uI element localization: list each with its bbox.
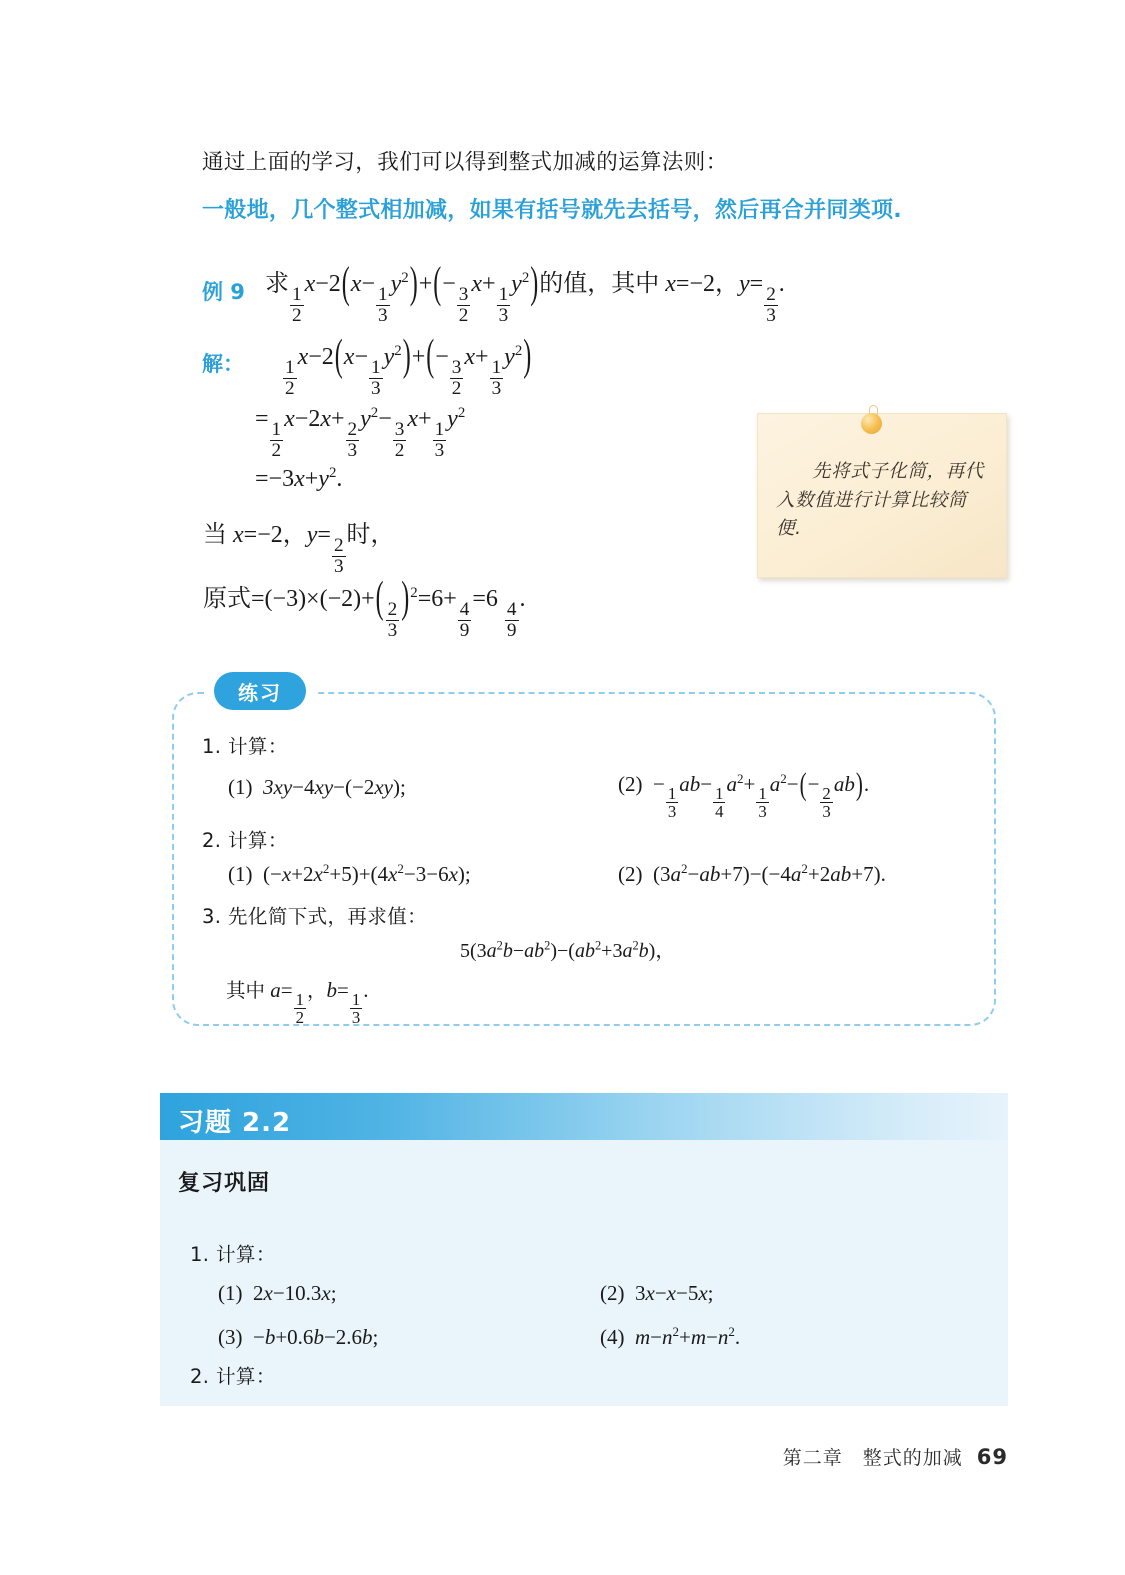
xiti-subtitle: 复习巩固 <box>178 1171 271 1196</box>
xiti-item-2-text: 计算： <box>216 1365 276 1388</box>
practice-item-2-number: 2. <box>202 829 222 852</box>
practice-tag: 练习 <box>214 672 306 710</box>
xiti-1-sub-3: (3) −b+0.6b−2.6b; <box>218 1325 379 1349</box>
practice-item-3-text: 先化简下式，再求值： <box>228 905 428 928</box>
xiti-1-sub-2: (2) 3x−x−5x; <box>600 1281 714 1305</box>
xiti-item-1-text: 计算： <box>216 1243 276 1266</box>
practice-item-1-text: 计算： <box>228 735 288 758</box>
practice-1-sub-1: (1) 3xy−4xy−(−2xy); <box>228 775 406 799</box>
practice-2-sub-1: (1) $(-x+2x^2+5)+(4x^2-3-6x)$; <box>228 861 471 886</box>
practice-item-1-number: 1. <box>202 735 222 758</box>
xiti-section <box>160 1093 1008 1406</box>
solution-line-1: $\frac{1}{2}$ x−2(x− $\frac{1}{3}$ $y^2)+(-$ $\frac{3}{2}$ x+ $\frac{1}{3}$ $y^2$) <box>285 332 532 399</box>
xiti-item-1-prompt <box>190 1239 276 1267</box>
sticky-note <box>757 413 1007 578</box>
example-statement: 求 $\frac{1}{2}$ x−2(x− $\frac{1}{3}$ $y^2)+(-$ $\frac{3}{2}$ x+ $\frac{1}{3}$ $y^2$)的值，其中 x=−2，y= $\frac{2}{3}$ . <box>265 259 785 326</box>
practice-1-sub-2: (2) − $\frac{1}{3}$ ab− $\frac{1}{4}$ $a^2+$ $\frac{1}{3}$ $a^2-(-$ $\frac{2}{3}$ ab). <box>618 765 870 822</box>
xiti-item-2-prompt <box>190 1361 276 1389</box>
practice-item-3-number: 3. <box>202 905 222 928</box>
xiti-item-1-number: 1. <box>190 1243 210 1266</box>
solution-line-2: = $\frac{1}{2}$ x−2x+ $\frac{2}{3}$ $y^2-$ $\frac{3}{2}$ x+ $\frac{1}{3}$ $y^2$ <box>255 405 466 461</box>
practice-item-2-prompt <box>202 825 288 853</box>
solution-label: 解： <box>202 352 244 376</box>
practice-item-1-prompt <box>202 731 288 759</box>
practice-3-expression: $5(3a^2b-ab^2)-(ab^2+3a^2b)$， <box>460 938 676 962</box>
practice-item-2-text: 计算： <box>228 829 288 852</box>
practice-3-condition: 其中 a= $\frac{1}{2}$ ，b= $\frac{1}{3}$ . <box>226 978 369 1028</box>
practice-item-3-prompt <box>202 901 427 929</box>
xiti-1-sub-1: (1) 2x−10.3x; <box>218 1281 337 1305</box>
footer-chapter: 第二章 整式的加减 <box>782 1447 963 1469</box>
solution-line-3: $=-3x+y^2$. <box>255 465 343 492</box>
pin-icon <box>861 405 887 431</box>
rule-statement: 一般地，几个整式相加减，如果有括号就先去括号，然后再合并同类项. <box>202 198 902 223</box>
xiti-item-2-number: 2. <box>190 1365 210 1388</box>
xiti-1-sub-4: (4) $m-n^2+m-n^2$. <box>600 1324 741 1349</box>
solution-line-4: 当 x=−2，y= $\frac{2}{3}$ 时， <box>203 520 395 577</box>
intro-lead-text: 通过上面的学习，我们可以得到整式加减的运算法则： <box>202 150 728 175</box>
practice-2-sub-2: (2) $(3a^2-ab+7)-(-4a^2+2ab+7)$. <box>618 861 886 886</box>
solution-line-5: 原式=(−3)×(−2)+( $\frac{2}{3}$ )$^2$=6+ $\frac{4}{9}$ =6 $\frac{4}{9}$ . <box>203 574 526 641</box>
example-label: 例 9 <box>202 280 245 304</box>
page-footer <box>0 1443 1008 1470</box>
sticky-note-text: 先将式子化简，再代入数值进行计算比较简便. <box>776 461 984 540</box>
footer-page-number: 69 <box>976 1445 1008 1469</box>
xiti-title: 习题 2.2 <box>178 1108 292 1138</box>
